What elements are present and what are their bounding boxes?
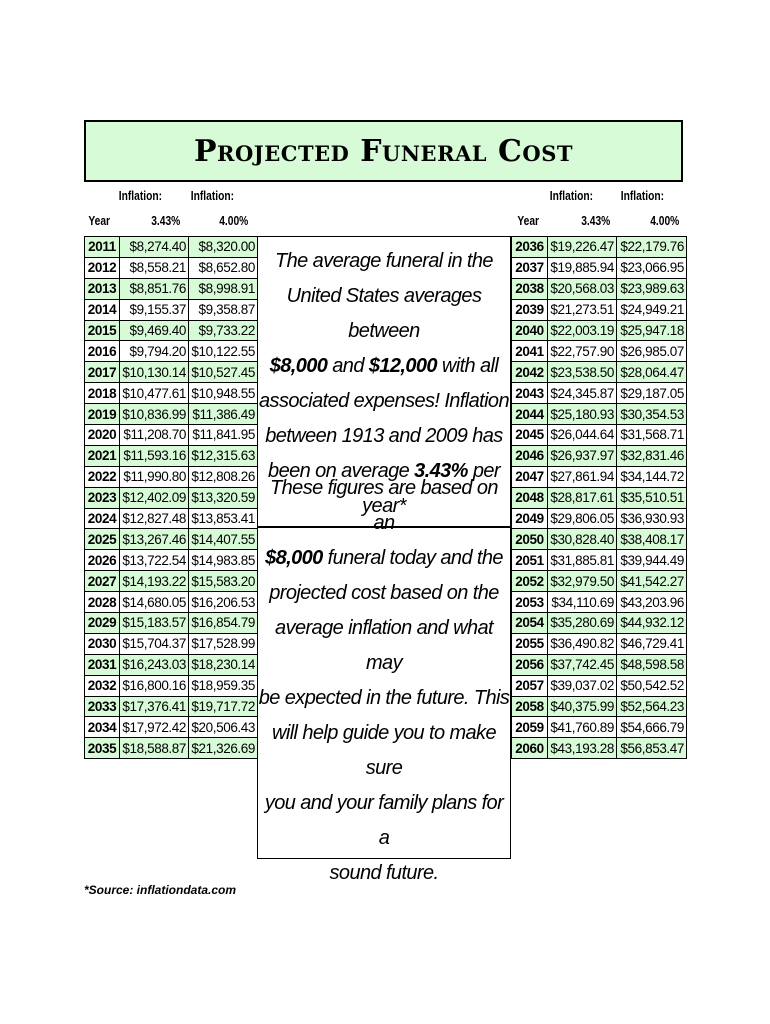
cost-400-cell: $38,408.17: [617, 529, 687, 550]
table-row: [85, 278, 258, 299]
cost-343-cell: $8,851.76: [120, 278, 189, 299]
year-cell: 2021: [85, 445, 120, 466]
title-banner: [84, 120, 683, 182]
cost-343-cell: $19,885.94: [548, 257, 617, 278]
year-cell: 2049: [512, 508, 548, 529]
cost-343-cell: $8,274.40: [120, 237, 189, 258]
table-row: [512, 550, 687, 571]
right-cost-table: [511, 236, 687, 759]
year-cell: 2016: [85, 341, 120, 362]
year-cell: 2047: [512, 466, 548, 487]
year-cell: 2013: [85, 278, 120, 299]
cost-400-cell: $46,729.41: [617, 633, 687, 654]
cost-400-cell: $26,985.07: [617, 341, 687, 362]
year-cell: 2039: [512, 299, 548, 320]
year-cell: 2023: [85, 487, 120, 508]
year-cell: 2059: [512, 717, 548, 738]
cost-343-cell: $27,861.94: [548, 466, 617, 487]
cost-400-cell: $54,666.79: [617, 717, 687, 738]
table-row: [512, 717, 687, 738]
cost-400-cell: $8,652.80: [189, 257, 258, 278]
table-row: [85, 717, 258, 738]
cost-343-cell: $31,885.81: [548, 550, 617, 571]
cost-400-cell: $28,064.47: [617, 362, 687, 383]
page-title: Projected Funeral Cost: [194, 133, 573, 169]
table-row: [512, 508, 687, 529]
table-row: [85, 425, 258, 446]
table-row: [85, 696, 258, 717]
cost-343-cell: $23,538.50: [548, 362, 617, 383]
cost-343-cell: $17,376.41: [120, 696, 189, 717]
table-row: [512, 696, 687, 717]
cost-400-cell: $11,386.49: [189, 404, 258, 425]
cost-400-cell: $20,506.43: [189, 717, 258, 738]
cost-400-cell: $39,944.49: [617, 550, 687, 571]
year-cell: 2018: [85, 383, 120, 404]
year-cell: 2053: [512, 592, 548, 613]
cost-343-cell: $9,469.40: [120, 320, 189, 341]
year-cell: 2055: [512, 633, 548, 654]
cost-343-cell: $41,760.89: [548, 717, 617, 738]
cost-400-cell: $12,315.63: [189, 445, 258, 466]
cost-400-cell: $10,527.45: [189, 362, 258, 383]
year-cell: 2043: [512, 383, 548, 404]
year-cell: 2014: [85, 299, 120, 320]
year-cell: 2011: [85, 237, 120, 258]
cost-343-cell: $34,110.69: [548, 592, 617, 613]
table-row: [85, 466, 258, 487]
table-row: [85, 508, 258, 529]
year-cell: 2035: [85, 738, 120, 759]
year-cell: 2017: [85, 362, 120, 383]
cost-343-cell: $13,722.54: [120, 550, 189, 571]
cost-343-cell: $12,402.09: [120, 487, 189, 508]
year-cell: 2036: [512, 237, 548, 258]
cost-400-cell: $18,230.14: [189, 654, 258, 675]
cost-400-cell: $29,187.05: [617, 383, 687, 404]
cost-400-cell: $10,122.55: [189, 341, 258, 362]
cost-343-cell: $19,226.47: [548, 237, 617, 258]
cost-400-cell: $13,853.41: [189, 508, 258, 529]
cost-400-cell: $44,932.12: [617, 613, 687, 634]
table-row: [512, 487, 687, 508]
year-cell: 2019: [85, 404, 120, 425]
cost-400-cell: $35,510.51: [617, 487, 687, 508]
cost-400-cell: $19,717.72: [189, 696, 258, 717]
year-cell: 2028: [85, 592, 120, 613]
year-cell: 2056: [512, 654, 548, 675]
table-row: [512, 341, 687, 362]
table-row: [85, 529, 258, 550]
table-row: [512, 466, 687, 487]
cost-343-cell: $43,193.28: [548, 738, 617, 759]
cost-400-cell: $32,831.46: [617, 445, 687, 466]
right-inflation-label-2: Inflation:: [620, 189, 665, 203]
cost-343-cell: $12,827.48: [120, 508, 189, 529]
cost-343-cell: $32,979.50: [548, 571, 617, 592]
year-cell: 2020: [85, 425, 120, 446]
cost-343-cell: $21,273.51: [548, 299, 617, 320]
cost-343-cell: $16,243.03: [120, 654, 189, 675]
table-row: [512, 571, 687, 592]
cost-400-cell: $23,989.63: [617, 278, 687, 299]
year-cell: 2045: [512, 425, 548, 446]
table-row: [85, 383, 258, 404]
cost-400-cell: $43,203.96: [617, 592, 687, 613]
cost-343-cell: $20,568.03: [548, 278, 617, 299]
cost-400-cell: $18,959.35: [189, 675, 258, 696]
table-row: [512, 613, 687, 634]
cost-400-cell: $8,320.00: [189, 237, 258, 258]
cost-343-cell: $9,155.37: [120, 299, 189, 320]
year-cell: 2046: [512, 445, 548, 466]
table-row: [512, 278, 687, 299]
table-row: [512, 299, 687, 320]
right-inflation-label-1: Inflation:: [549, 189, 594, 203]
cost-400-cell: $14,407.55: [189, 529, 258, 550]
right-rate-1: 3.43%: [581, 214, 611, 228]
cost-400-cell: $23,066.95: [617, 257, 687, 278]
year-cell: 2026: [85, 550, 120, 571]
right-year-label: Year: [517, 214, 540, 228]
table-row: [85, 445, 258, 466]
table-row: [512, 675, 687, 696]
table-row: [85, 320, 258, 341]
cost-400-cell: $22,179.76: [617, 237, 687, 258]
cost-400-cell: $10,948.55: [189, 383, 258, 404]
cost-400-cell: $13,320.59: [189, 487, 258, 508]
year-cell: 2048: [512, 487, 548, 508]
year-cell: 2022: [85, 466, 120, 487]
table-row: [85, 257, 258, 278]
cost-400-cell: $30,354.53: [617, 404, 687, 425]
cost-343-cell: $35,280.69: [548, 613, 617, 634]
table-row: [85, 738, 258, 759]
cost-400-cell: $9,733.22: [189, 320, 258, 341]
cost-343-cell: $15,704.37: [120, 633, 189, 654]
table-row: [85, 550, 258, 571]
cost-400-cell: $12,808.26: [189, 466, 258, 487]
cost-400-cell: $34,144.72: [617, 466, 687, 487]
cost-343-cell: $10,836.99: [120, 404, 189, 425]
year-cell: 2037: [512, 257, 548, 278]
cost-400-cell: $52,564.23: [617, 696, 687, 717]
table-row: [512, 383, 687, 404]
cost-400-cell: $17,528.99: [189, 633, 258, 654]
year-cell: 2030: [85, 633, 120, 654]
left-inflation-label-2: Inflation:: [190, 189, 235, 203]
year-cell: 2024: [85, 508, 120, 529]
table-row: [85, 613, 258, 634]
cost-400-cell: $14,983.85: [189, 550, 258, 571]
table-row: [85, 633, 258, 654]
cost-400-cell: $56,853.47: [617, 738, 687, 759]
left-cost-table: [84, 236, 258, 759]
cost-400-cell: $50,542.52: [617, 675, 687, 696]
left-year-label: Year: [88, 214, 111, 228]
table-row: [85, 592, 258, 613]
cost-343-cell: $28,817.61: [548, 487, 617, 508]
year-cell: 2029: [85, 613, 120, 634]
cost-343-cell: $37,742.45: [548, 654, 617, 675]
cost-343-cell: $25,180.93: [548, 404, 617, 425]
table-row: [512, 362, 687, 383]
cost-400-cell: $41,542.27: [617, 571, 687, 592]
year-cell: 2025: [85, 529, 120, 550]
year-cell: 2052: [512, 571, 548, 592]
table-row: [85, 654, 258, 675]
left-rate-2: 4.00%: [219, 214, 249, 228]
cost-343-cell: $30,828.40: [548, 529, 617, 550]
cost-343-cell: $8,558.21: [120, 257, 189, 278]
table-row: [85, 341, 258, 362]
table-row: [512, 237, 687, 258]
table-row: [512, 654, 687, 675]
year-cell: 2012: [85, 257, 120, 278]
cost-400-cell: $8,998.91: [189, 278, 258, 299]
table-row: [512, 257, 687, 278]
cost-343-cell: $11,593.16: [120, 445, 189, 466]
cost-343-cell: $14,193.22: [120, 571, 189, 592]
left-inflation-label-1: Inflation:: [118, 189, 163, 203]
cost-400-cell: $25,947.18: [617, 320, 687, 341]
table-row: [85, 299, 258, 320]
cost-343-cell: $10,477.61: [120, 383, 189, 404]
table-row: [85, 362, 258, 383]
cost-400-cell: $24,949.21: [617, 299, 687, 320]
year-cell: 2040: [512, 320, 548, 341]
table-row: [85, 404, 258, 425]
projection-explanation-note: These figures are based on an $8,000 funeral today and the projected cost based on the average inflation and what may be expected in the future. This will help guide you to make sure you and your family plans for a sound future.: [258, 477, 510, 884]
cost-400-cell: $31,568.71: [617, 425, 687, 446]
average-cost-note: The average funeral in the United States averages between $8,000 and $12,000 with all associated expenses! Inflation between 1913 and 2009 has been on average 3.43% per year*: [257, 236, 511, 527]
table-row: [512, 529, 687, 550]
year-cell: 2027: [85, 571, 120, 592]
table-row: [512, 633, 687, 654]
year-cell: 2032: [85, 675, 120, 696]
year-cell: 2044: [512, 404, 548, 425]
table-row: [85, 487, 258, 508]
cost-343-cell: $15,183.57: [120, 613, 189, 634]
cost-400-cell: $48,598.58: [617, 654, 687, 675]
left-rate-1: 3.43%: [151, 214, 181, 228]
cost-343-cell: $36,490.82: [548, 633, 617, 654]
cost-343-cell: $22,003.19: [548, 320, 617, 341]
year-cell: 2054: [512, 613, 548, 634]
year-cell: 2060: [512, 738, 548, 759]
year-cell: 2050: [512, 529, 548, 550]
cost-400-cell: $15,583.20: [189, 571, 258, 592]
cost-343-cell: $39,037.02: [548, 675, 617, 696]
cost-343-cell: $14,680.05: [120, 592, 189, 613]
cost-343-cell: $13,267.46: [120, 529, 189, 550]
cost-343-cell: $29,806.05: [548, 508, 617, 529]
cost-400-cell: $16,206.53: [189, 592, 258, 613]
year-cell: 2041: [512, 341, 548, 362]
table-row: [512, 738, 687, 759]
year-cell: 2042: [512, 362, 548, 383]
cost-400-cell: $11,841.95: [189, 425, 258, 446]
cost-343-cell: $17,972.42: [120, 717, 189, 738]
year-cell: 2031: [85, 654, 120, 675]
table-row: [85, 237, 258, 258]
year-cell: 2038: [512, 278, 548, 299]
table-row: [512, 445, 687, 466]
year-cell: 2033: [85, 696, 120, 717]
right-rate-2: 4.00%: [650, 214, 680, 228]
table-row: [512, 592, 687, 613]
table-row: [512, 320, 687, 341]
cost-343-cell: $24,345.87: [548, 383, 617, 404]
year-cell: 2034: [85, 717, 120, 738]
year-cell: 2058: [512, 696, 548, 717]
cost-400-cell: $21,326.69: [189, 738, 258, 759]
cost-343-cell: $26,044.64: [548, 425, 617, 446]
year-cell: 2015: [85, 320, 120, 341]
table-row: [85, 675, 258, 696]
cost-343-cell: $26,937.97: [548, 445, 617, 466]
cost-400-cell: $16,854.79: [189, 613, 258, 634]
cost-343-cell: $11,990.80: [120, 466, 189, 487]
cost-343-cell: $22,757.90: [548, 341, 617, 362]
year-cell: 2057: [512, 675, 548, 696]
cost-343-cell: $40,375.99: [548, 696, 617, 717]
table-row: [85, 571, 258, 592]
cost-343-cell: $10,130.14: [120, 362, 189, 383]
source-footnote: *Source: inflationdata.com: [84, 883, 237, 897]
cost-400-cell: $9,358.87: [189, 299, 258, 320]
cost-343-cell: $18,588.87: [120, 738, 189, 759]
table-row: [512, 404, 687, 425]
cost-400-cell: $36,930.93: [617, 508, 687, 529]
cost-343-cell: $11,208.70: [120, 425, 189, 446]
cost-343-cell: $16,800.16: [120, 675, 189, 696]
year-cell: 2051: [512, 550, 548, 571]
table-row: [512, 425, 687, 446]
cost-343-cell: $9,794.20: [120, 341, 189, 362]
